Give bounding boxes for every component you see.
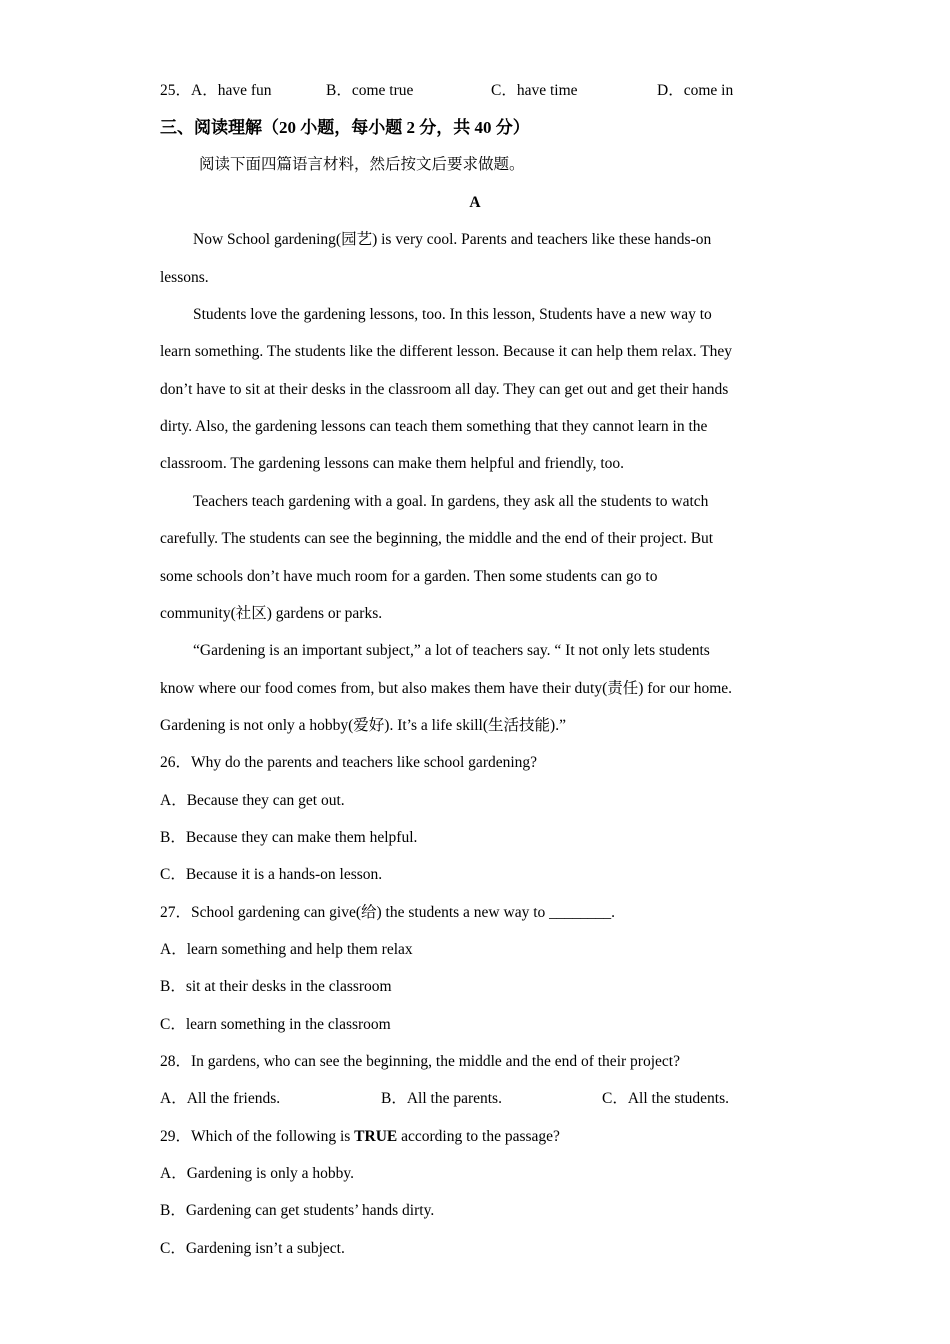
- passage-line: know where our food comes from, but also makes them have their duty(责任) for our home.: [160, 680, 733, 697]
- section-instruction: 阅读下面四篇语言材料，然后按文后要求做题。: [199, 156, 525, 173]
- q29-stem: [160, 1127, 800, 1147]
- q29-stem-text-end: according to the passage?: [397, 1128, 560, 1145]
- q29-stem-emphasis: TRUE: [354, 1128, 398, 1145]
- passage-line: don’t have to sit at their desks in the classroom all day. They can get out and get their hands: [160, 381, 729, 398]
- q28-option-a: A．All the friends.: [160, 1090, 281, 1107]
- q27-stem: 27．School gardening can give(给) the students a new way to ________.: [160, 904, 616, 921]
- q29-stem-text: 29．Which of the following is: [160, 1128, 355, 1145]
- q28-option-c: C．All the students.: [602, 1090, 730, 1107]
- passage-line: lessons.: [160, 269, 209, 286]
- passage-line: Students love the gardening lessons, too. In this lesson, Students have a new way to: [193, 306, 712, 323]
- passage-line: Gardening is not only a hobby(爱好). It’s a life skill(生活技能).”: [160, 717, 566, 734]
- q29-option-b: B．Gardening can get students’ hands dirty.: [160, 1202, 435, 1219]
- q28-stem: 28．In gardens, who can see the beginning, the middle and the end of their project?: [160, 1053, 680, 1070]
- q27-option-c: C．learn something in the classroom: [160, 1016, 391, 1033]
- q25-option-a: [160, 81, 272, 101]
- passage-line: carefully. The students can see the beginning, the middle and the end of their project. But: [160, 530, 714, 547]
- q29-option-c: C．Gardening isn’t a subject.: [160, 1240, 345, 1257]
- passage-line: dirty. Also, the gardening lessons can teach them something that they cannot learn in the: [160, 418, 708, 435]
- q27-option-b: B．sit at their desks in the classroom: [160, 978, 392, 995]
- q25-option-b: B．come true: [326, 82, 414, 99]
- q26-option-b: B．Because they can make them helpful.: [160, 829, 418, 846]
- q26-stem: 26．Why do the parents and teachers like school gardening?: [160, 754, 538, 771]
- passage-line: Now School gardening(园艺) is very cool. Parents and teachers like these hands-on: [193, 231, 712, 248]
- passage-line: classroom. The gardening lessons can make them helpful and friendly, too.: [160, 455, 625, 472]
- q26-option-c: C．Because it is a hands-on lesson.: [160, 866, 383, 883]
- passage-line: community(社区) gardens or parks.: [160, 605, 383, 622]
- passage-line: “Gardening is an important subject,” a lot of teachers say. “ It not only lets students: [193, 642, 710, 659]
- q25-option-d: D．come in: [657, 82, 734, 99]
- passage-line: Teachers teach gardening with a goal. In gardens, they ask all the students to watch: [193, 493, 709, 510]
- q27-option-a: A．learn something and help them relax: [160, 941, 413, 958]
- q25-number: 25．: [160, 82, 192, 99]
- q28-option-b: B．All the parents.: [381, 1090, 502, 1107]
- passage-title: A: [469, 194, 481, 211]
- q29-option-a: A．Gardening is only a hobby.: [160, 1165, 355, 1182]
- q25-option-c: C．have time: [491, 82, 578, 99]
- passage-line: learn something. The students like the different lesson. Because it can help them relax. They: [160, 343, 733, 360]
- q26-option-a: A．Because they can get out.: [160, 792, 345, 809]
- section-heading: 三、阅读理解（20 小题，每小题 2 分，共 40 分）: [160, 118, 530, 137]
- passage-line: some schools don’t have much room for a garden. Then some students can go to: [160, 568, 658, 585]
- q25-option-a-text: A．have fun: [191, 82, 272, 99]
